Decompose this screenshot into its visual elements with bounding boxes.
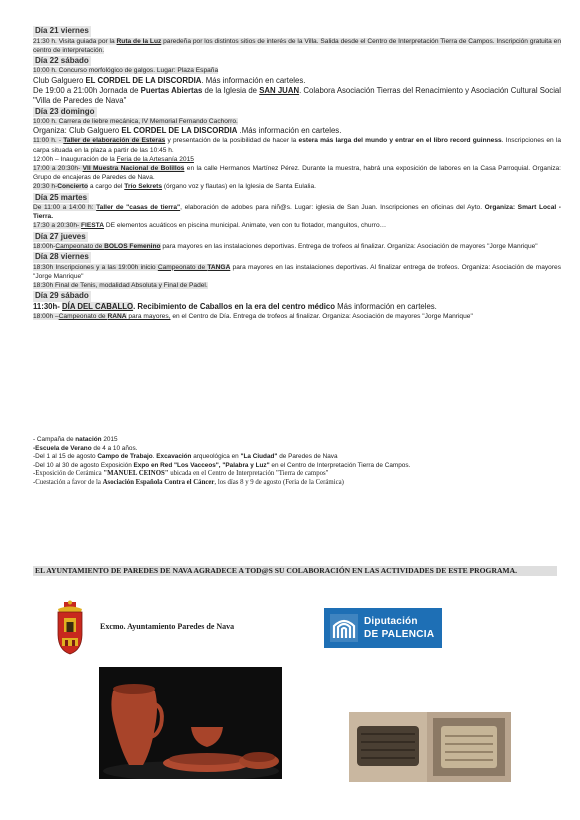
- text-run: 20:30 h-: [33, 183, 58, 191]
- campaign-item: [33, 445, 553, 454]
- text-run: Organiza: Club Galguero: [33, 126, 122, 136]
- text-run: DÍA DEL CABALLO: [62, 301, 134, 311]
- text-run: de 4 a 10 años.: [91, 444, 138, 452]
- campaign-item: [33, 462, 553, 471]
- text-run: , los días 8 y 9 de agosto (Feria de la Cerámica): [214, 478, 344, 486]
- text-run: -Del 1 al 15 de agosto: [33, 453, 98, 461]
- text-run: Puertas Abiertas: [140, 85, 203, 95]
- diputacion-line1: Diputación: [364, 616, 418, 627]
- event-line: [33, 136, 561, 154]
- text-run: EL CORDEL DE LA DISCORDIA: [85, 75, 202, 85]
- text-run: estera más larga del mundo y entrar en el libro record guinness: [298, 137, 502, 145]
- text-run: -Escuela de Verano: [33, 444, 92, 452]
- text-run: de Paredes de Nava: [277, 453, 338, 461]
- text-run: Asociación Española Contra el Cáncer: [102, 478, 215, 486]
- day-heading: Día 25 martes: [35, 192, 88, 202]
- event-line: [33, 66, 561, 75]
- day-section: [33, 192, 561, 231]
- text-run: para mayores en las instalaciones deportivas. Al finalizar entrega de trofeos. Organiza: Asociación de mayores "Jorge Manrique": [33, 263, 561, 281]
- text-run: . Recibimiento de Caballos en la era del centro médico: [133, 301, 336, 311]
- schedule: [33, 25, 561, 321]
- text-run: .Más información en carteles.: [237, 126, 342, 136]
- text-run: -Del 10 al 30 de agosto Exposición: [33, 461, 134, 469]
- text-run: Campo de Trabajo: [97, 453, 153, 461]
- event-line: [33, 302, 561, 312]
- event-line: [33, 182, 561, 191]
- day-heading: Día 29 sábado: [35, 291, 89, 301]
- text-run: a cargo del: [87, 183, 125, 191]
- text-run: Club Galguero: [33, 75, 86, 85]
- text-run: 17:00 a 20:30h-: [33, 164, 83, 172]
- event-line: [33, 86, 561, 106]
- campaign-item: [33, 436, 553, 445]
- text-run: De 11:00 a 14:00 h:: [33, 204, 97, 212]
- day-heading: Día 27 jueves: [35, 231, 86, 241]
- day-section: [33, 106, 561, 192]
- text-run: natación: [75, 436, 102, 443]
- text-run: para mayores en las instalaciones deportivas. Entrega de trofeos al finalizar. Organiza: Asociación de mayores "Jorge Manrique": [160, 243, 538, 251]
- text-run: (órgano voz y flautas) en la Iglesia de Santa Eulalia.: [162, 183, 316, 191]
- campaign-item: [33, 479, 553, 488]
- text-run: 21:30 h. Visita guiada por la: [33, 37, 117, 45]
- text-run: paredeña por los distintos sitios de interés de la Villa. Salida desde el Centro de Interpretación Tierra de Campos. Inscripción gratuita en centro de interpretación.: [33, 37, 561, 54]
- campaign-item: [33, 453, 553, 462]
- event-highlight: [33, 282, 208, 289]
- event-highlight: [33, 67, 218, 74]
- text-run: EL CORDEL DE LA DISCORDIA: [121, 126, 238, 136]
- text-run: Expo en Red "Los Vacceos", "Palabra y Luz": [133, 461, 270, 469]
- text-run: .: [152, 453, 157, 461]
- event-line: [33, 155, 561, 164]
- text-run: "La Ciudad": [240, 453, 278, 461]
- artifact-photo: [349, 712, 511, 782]
- event-line: [33, 117, 561, 126]
- text-run: , elaboración de adobes para niñ@s. Lugar: iglesia de San Juan. Inscripciones en oficinas del Ayto.: [180, 204, 485, 212]
- day-section: [33, 290, 561, 321]
- text-run: . Inscripciones en la carpa situada en la plaza a partir de las 10:45 h.: [33, 137, 561, 154]
- text-run: -Exposición de Cerámica: [33, 470, 104, 478]
- day-section: [33, 25, 561, 55]
- event-line: [33, 126, 561, 136]
- text-run: 10:00 h. Carrera de liebre mecánica, IV Memorial Fernando Cachorro.: [33, 118, 238, 126]
- text-run: Feria de la Artesanía 2015: [116, 155, 194, 163]
- thanks-banner: EL AYUNTAMIENTO DE PAREDES DE NAVA AGRADECE A TOD@S SU COLABORACIÓN EN LAS ACTIVIDADES DE ESTE PROGRAMA.: [33, 566, 557, 576]
- text-run: en el Centro de Día. Entrega de trofeos al finalizar. Organiza: Asociación de mayores "Jorge Manrique": [170, 312, 473, 320]
- day-heading: Día 21 viernes: [35, 26, 89, 35]
- text-run: Campeonato de: [55, 243, 105, 251]
- text-run: "MANUEL CEINOS": [103, 470, 169, 478]
- text-run: DE elementos acuáticos en piscina municipal. Animate, ven con tu flotador, manguitos, churro…: [104, 222, 387, 230]
- text-run: 18:30h Inscripciones y a las 19:00h inicio: [33, 263, 158, 271]
- text-run: -Cuestación a favor de la: [33, 478, 103, 486]
- day-heading: Día 22 sábado: [35, 55, 89, 65]
- town-crest-icon: [50, 600, 90, 656]
- text-run: FIESTA: [81, 222, 104, 230]
- text-run: en la calle Hermanos Martínez Pérez. Durante la muestra, habrá una exposición de labores en la Casa Parroquial. Organiza: Grupo de encajeras de Paredes de Nava.: [33, 164, 562, 182]
- text-run: 12:00h – Inauguración de la: [33, 155, 117, 163]
- text-run: y presentación de la posibilidad de hacer la: [165, 137, 299, 145]
- text-run: Concierto: [57, 183, 88, 191]
- pottery-photo: [99, 667, 282, 779]
- text-run: Taller de "casas de tierra": [96, 204, 181, 212]
- text-run: Campeonato de: [58, 312, 108, 320]
- text-run: 11:00 h. -: [33, 137, 64, 145]
- diputacion-line2: DE PALENCIA: [364, 629, 435, 640]
- text-run: 11:30h-: [33, 301, 63, 311]
- text-run: TANGA: [207, 263, 231, 271]
- text-run: de la Iglesia de: [202, 85, 260, 95]
- text-run: arqueológica en: [191, 453, 241, 461]
- text-run: 17:30 a 20:30h-: [33, 222, 82, 230]
- event-line: [33, 312, 561, 321]
- event-line: [33, 164, 561, 182]
- text-run: . Más información en carteles.: [201, 75, 306, 85]
- event-line: [33, 221, 561, 230]
- text-run: ubicada en el Centro de Interpretación "Tierra de campos": [168, 470, 329, 478]
- event-line: [33, 263, 561, 281]
- event-highlight: [33, 118, 238, 125]
- event-line: [33, 203, 561, 221]
- event-line: [33, 242, 561, 251]
- ayuntamiento-name: Excmo. Ayuntamiento Paredes de Nava: [100, 622, 235, 631]
- text-run: RANA: [107, 312, 127, 320]
- text-run: SAN JUAN: [259, 85, 300, 95]
- day-heading: Día 23 domingo: [35, 106, 95, 116]
- day-section: [33, 55, 561, 106]
- text-run: VII Muestra Nacional de Bolillos: [82, 164, 185, 172]
- day-heading: Día 28 viernes: [35, 252, 89, 262]
- text-run: BOLOS Femenino: [104, 243, 161, 251]
- text-run: Campeonato de: [157, 263, 208, 271]
- text-run: Ruta de la Luz: [116, 37, 162, 45]
- event-line: [33, 76, 561, 86]
- campaigns-list: [33, 436, 553, 488]
- text-run: 18:00h –: [33, 312, 59, 320]
- day-section: [33, 251, 561, 290]
- text-run: en el Centro de Interpretación Tierra de Campos.: [269, 461, 411, 469]
- text-run: 2015: [101, 436, 118, 443]
- text-run: Organiza: Smart Local - Tierra.: [33, 204, 561, 221]
- text-run: - Campaña de: [33, 436, 76, 443]
- text-run: 18:30h Final de Tenis, modalidad Absoluta y Final de Padel.: [33, 282, 208, 290]
- text-run: 18:00h-: [33, 243, 56, 251]
- text-run: . Colabora Asociación Tierras del Renacimiento y Asociación Cultural Social "Villa de Paredes de Nava": [33, 85, 561, 105]
- text-run: Taller de elaboración de Esteras: [63, 137, 166, 145]
- text-run: Más información en carteles.: [335, 301, 437, 311]
- diputacion-logo: [324, 608, 442, 648]
- day-section: [33, 231, 561, 252]
- event-line: [33, 37, 561, 55]
- event-line: [33, 281, 561, 290]
- event-highlight: [33, 38, 561, 54]
- diputacion-arch-icon: [330, 614, 358, 642]
- text-run: 10:00 h. Concurso morfológico de galgos. Lugar: Plaza España: [33, 67, 219, 75]
- campaign-item: [33, 470, 553, 479]
- text-run: Excavación: [156, 453, 192, 461]
- text-run: para mayores,: [126, 312, 171, 320]
- text-run: De 19:00 a 21:00h Jornada de: [33, 85, 141, 95]
- text-run: Trío Sekrets: [124, 183, 163, 191]
